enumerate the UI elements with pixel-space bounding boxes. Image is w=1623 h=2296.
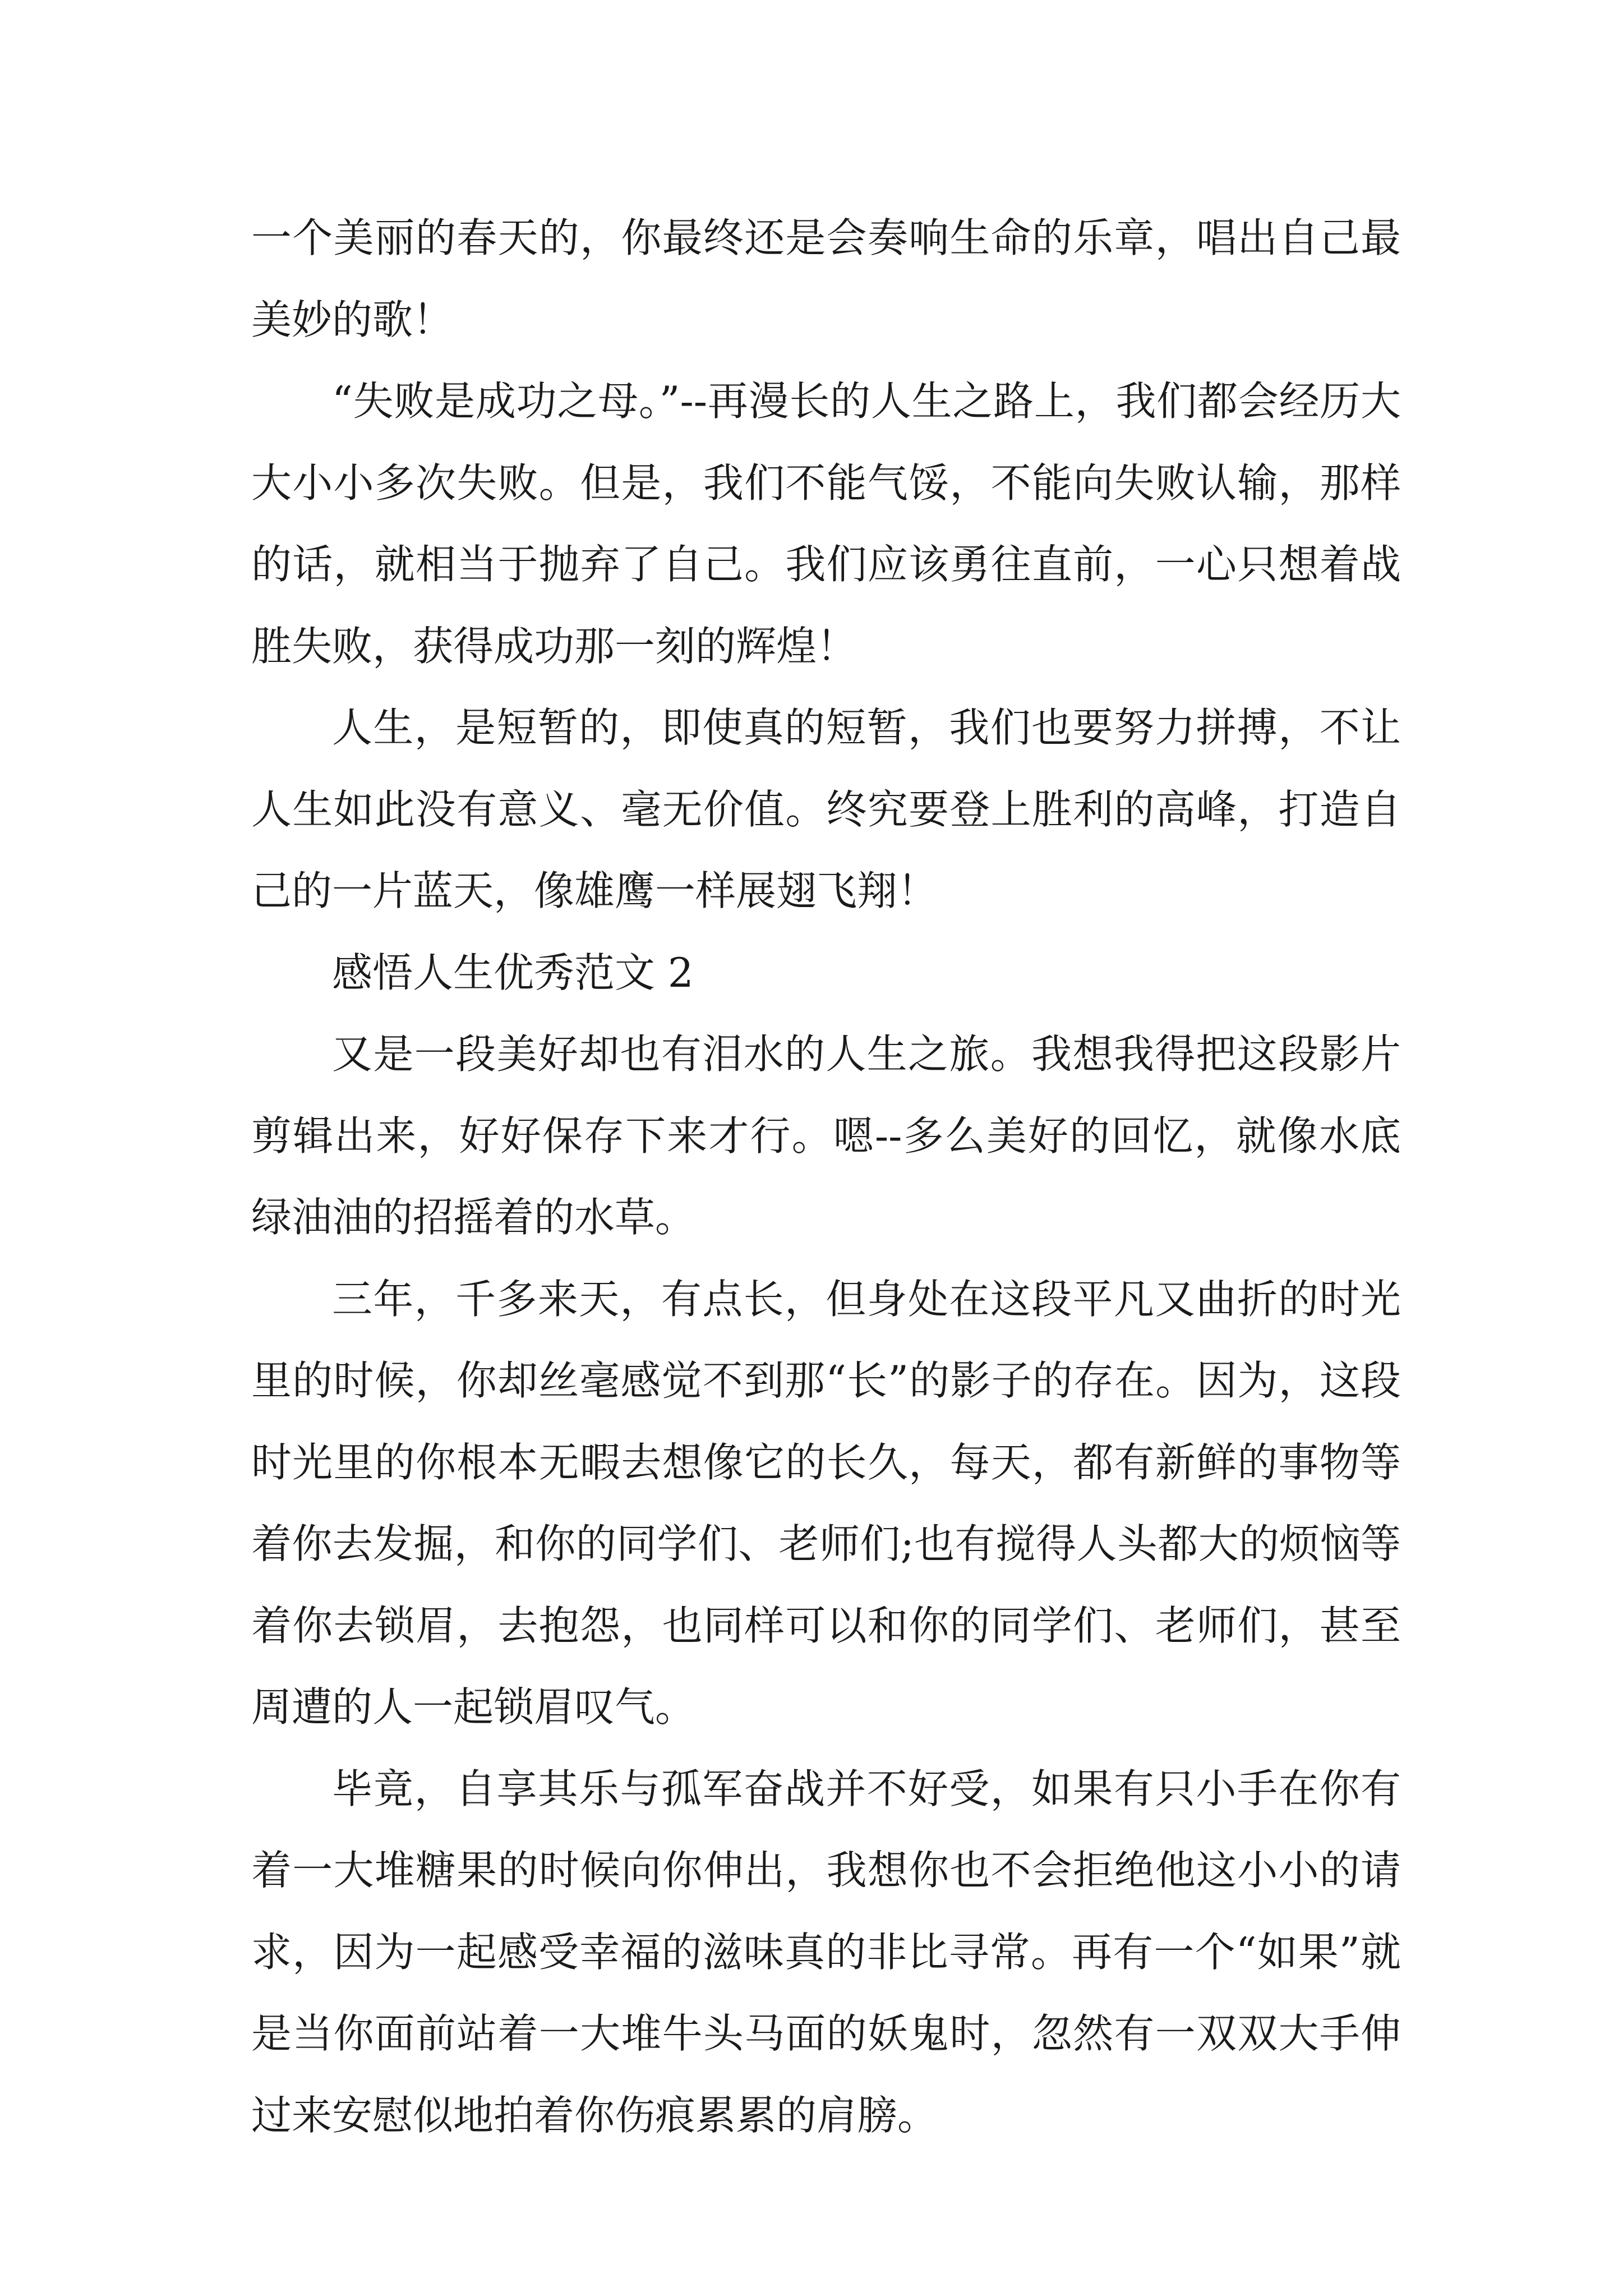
paragraph-1: 一个美丽的春天的，你最终还是会奏响生命的乐章，唱出自己最美妙的歌！ [251,214,1401,343]
document-body [251,197,1401,2156]
paragraph-4: 又是一段美好却也有泪水的人生之旅。我想我得把这段影片剪辑出来，好好保存下来才行。嗯--多么美好的回忆，就像水底绿油油的招摇着的水草。 [251,1030,1401,1241]
paragraph-6: 毕竟，自享其乐与孤军奋战并不好受，如果有只小手在你有着一大堆糖果的时候向你伸出，我想你也不会拒绝他这小小的请求，因为一起感受幸福的滋味真的非比寻常。再有一个“如果”就是当你面前站着一大堆牛头马面的妖鬼时，忽然有一双双大手伸过来安慰似地拍着你伤痕累累的肩膀。 [251,1765,1401,2139]
paragraph-5: 三年，千多来天，有点长，但身处在这段平凡又曲折的时光里的时候，你却丝毫感觉不到那“长”的影子的存在。因为，这段时光里的你根本无暇去想像它的长久，每天，都有新鲜的事物等着你去发掘，和你的同学们、老师们;也有搅得人头都大的烦恼等着你去锁眉，去抱怨，也同样可以和你的同学们、老师们，甚至周遭的人一起锁眉叹气。 [251,1275,1401,1731]
paragraph-2: “失败是成功之母。”--再漫长的人生之路上，我们都会经历大大小小多次失败。但是，我们不能气馁，不能向失败认输，那样的话，就相当于抛弃了自己。我们应该勇往直前，一心只想着战胜失败，获得成功那一刻的辉煌！ [251,378,1401,670]
paragraph-3: 人生，是短暂的，即使真的短暂，我们也要努力拼搏，不让人生如此没有意义、毫无价值。终究要登上胜利的高峰，打造自己的一片蓝天，像雄鹰一样展翅飞翔！ [251,704,1401,914]
section-heading: 感悟人生优秀范文 2 [332,949,694,996]
